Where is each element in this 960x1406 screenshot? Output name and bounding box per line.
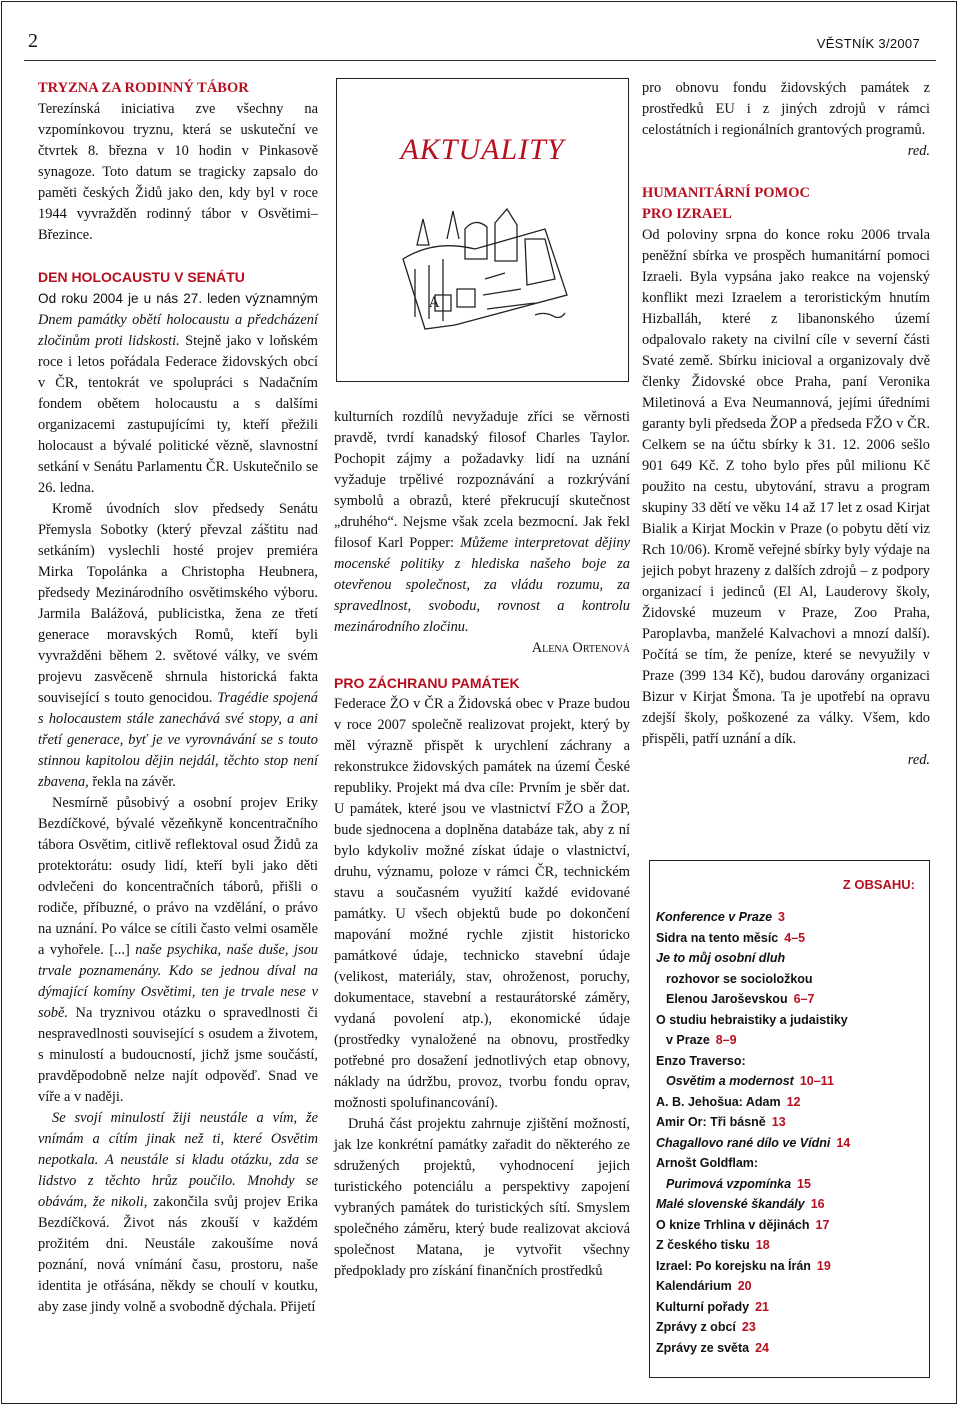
column-right xyxy=(642,78,930,771)
contents-entry-page: 13 xyxy=(771,1115,786,1129)
article-senat-p1: Od roku 2004 je u nás 27. leden významným Dnem památky obětí holocaustu a předcházení zločinům proti lidskosti. Stejně jako v loňském roce i letos pořádala Federace židovských obcí v ČR, tentokrát ve spolupráci s Nadačním fondem obětem holocaustu a s dalšími organizacemi zastupujícími ty, kteří přežili holocaust a bývalé politické vězně, slavnostní setkání v Senátu Parlamentu ČR. Uskutečnilo se 26. ledna. xyxy=(38,291,318,496)
article-tryzna-text: Terezínská iniciativa zve všechny na vzpomínkovou tryznu, která se uskuteční ve čtvrtek 8. března v 10 hodin v Pinkasově synagoze. Toto datum se tragicky zapsalo do paměti českých Židů jako den, kdy byl v roce 1944 vyvražděn rodinný tábor v Osvětimi–Březince. xyxy=(38,101,318,243)
contents-entry xyxy=(656,1133,850,1154)
contents-entry xyxy=(656,1010,850,1031)
contents-entry-title: Amir Or: Tři básně xyxy=(656,1115,766,1129)
contents-entry-page: 4–5 xyxy=(784,930,806,945)
contents-entry-page: 18 xyxy=(755,1238,770,1252)
article-pamatky-continued: pro obnovu fondu židovských památek z prostředků EU i z jiných zdrojů v rámci celostátních i regionálních grantových programů. xyxy=(642,80,930,138)
contents-entry-title: Je to můj osobní dluh xyxy=(656,951,786,965)
headline-pro-izrael: PRO IZRAEL xyxy=(642,206,732,222)
contents-entry-page: 15 xyxy=(797,1176,811,1191)
contents-entry xyxy=(656,1071,850,1092)
article-senat-p2: Kromě úvodních slov předsedy Senátu Přemysla Sobotky (který převzal záštitu nad setkáním) vyslechli hosté projev premiéra Mirka Topolánka a Christopha Heubnera, předsedy Mezinárodního osvětimského výboru. Jarmila Balážová, publicistka, žena ze třetí generace moravských Romů, kteří byli vyvražděni během 2. světové války, ve svém projevu zasvěceně shrnula historická fakta související s touto genocidou. Tragédie spojená s holocaustem stále zanechává své stopy, a ani třetí generace, byť je ve vyrovnávání se s touto stinnou kapitolou dějin nejdál, těchto stop není zbavena, řekla na závěr. xyxy=(38,501,318,790)
article-taylor-text: kulturních rozdílů nevyžaduje zříci se věrnosti pravdě, tvrdí kanadský filosof Charles Taylor. Pochopit zájmy a požadavky lidí na uznání vyžaduje trpělivé rozpoznávání a rozkrývání symbolů a obrazů, které překrucují skutečnost „druhého“. Nejsme však zcela bezmocní. Jak řekl filosof Karl Popper: Můžeme interpretovat dějiny mocenské politiky z hlediska našeho boje za otevřenou společnost, za vládu rozumu, za spravedlnost, svobodu, rovnost a kontrolu mezinárodního zločinu. xyxy=(334,409,630,635)
contents-entry xyxy=(656,907,850,928)
contents-entry-title: O knize Trhlina v dějinách xyxy=(656,1217,810,1232)
signature-red-1: red. xyxy=(907,143,930,159)
headline-humanitarni-pomoc: HUMANITÁRNÍ POMOC xyxy=(642,185,810,201)
contents-entry xyxy=(656,1174,850,1195)
contents-entry-title: Zprávy ze světa xyxy=(656,1340,750,1355)
header-rule xyxy=(24,60,936,61)
contents-entry-title: Konference v Praze xyxy=(656,910,773,924)
contents-entry-page: 19 xyxy=(816,1258,831,1273)
contents-entry-title: O studiu hebraistiky a judaistiky xyxy=(656,1012,848,1027)
contents-entry-title: Zprávy z obcí xyxy=(656,1320,736,1334)
contents-entry-page: 20 xyxy=(737,1279,752,1293)
contents-entry-page: 12 xyxy=(786,1094,801,1109)
contents-box xyxy=(649,860,930,1378)
aktuality-title: AKTUALITY xyxy=(400,133,565,166)
contents-entry xyxy=(656,1297,850,1318)
contents-entry-page: 14 xyxy=(836,1135,851,1150)
contents-entry-title: Enzo Traverso: xyxy=(656,1053,746,1068)
headline-zachrana-pamatek: PRO ZÁCHRANU PAMÁTEK xyxy=(334,675,520,691)
signature-ortenova: Alena Ortenová xyxy=(531,640,630,656)
contents-entry-page: 3 xyxy=(778,910,785,924)
contents-entry xyxy=(656,928,850,949)
contents-entry xyxy=(656,1112,850,1133)
contents-entry xyxy=(656,969,850,990)
headline-tryzna: TRYZNA ZA RODINNÝ TÁBOR xyxy=(38,80,249,96)
article-humanitarni-text: Od poloviny srpna do konce roku 2006 trvala peněžní sbírka ve prospěch humanitární pomoci Izraeli. Byla vypsána jako reakce na vojenský konflikt mezi Izraelem a teroristickým hnutím Hizballáh, které z libanonského území odpalovalo rakety na civilní cíle v severní části Svaté země. Sbírku inicioval a organizovaly dvě členky Židovské obce Praha, paní Veronika Miletinová a Eva Neumannová, jejími úředními garanty byli předseda ŽOP a předseda FŽO v ČR. Celkem se na účtu sbírky k 31. 12. 2006 sešlo 901 649 Kč. Z toho bylo přes půl milionu Kč použito na cestu, ubytování, stravu a program skupiny 33 dětí ve věku 14 až 17 let z osad Kirjat Bialik a Kirjat Mockin v Praze (o pobytu dětí viz Rch 10/06). Kromě veřejné sbírky byly výdaje na jejich pobyt hrazeny z dalších zdrojů – z podpory organizací i jedinců (El Al, Lauderovy školy, Židovské muzeum v Praze, Zoo Praha, Paroplavba, manželé Kalvachovi a mnozí další). Počítá se tím, že peníze, které se nevyužily v Praze (399 134 Kč), budou darovány organizaci Bizur v Kirjat Šmona. Ta je upotřebí na opravu zdejší školy, poškozené za války. Všem, kdo přispěli, patří uznání a dík. xyxy=(642,227,930,747)
contents-entry-title: Osvětim a modernost xyxy=(666,1074,794,1088)
page-number: 2 xyxy=(28,30,38,52)
contents-entry-page: 23 xyxy=(741,1320,756,1334)
contents-entry-title: Izrael: Po korejsku na Írán xyxy=(656,1258,811,1273)
contents-entry-title: Chagallovo rané dílo ve Vídni xyxy=(656,1135,831,1150)
contents-entry-page: 10–11 xyxy=(799,1074,834,1088)
contents-entry-title: Malé slovenské škandály xyxy=(656,1197,805,1211)
contents-entry xyxy=(656,1051,850,1072)
contents-title: Z OBSAHU: xyxy=(842,877,915,892)
contents-entry-title: Arnošt Goldflam: xyxy=(656,1156,759,1170)
contents-entry-title: Kalendárium xyxy=(656,1279,732,1293)
headline-holocaust-senat: DEN HOLOCAUSTU V SENÁTU xyxy=(38,269,245,285)
contents-entry-title: Z českého tisku xyxy=(656,1238,750,1252)
contents-entry-title: A. B. Jehošua: Adam xyxy=(656,1094,781,1109)
article-senat-p4: Se svojí minulostí žiji neustále a vím, že vnímám a cítím jinak než ti, které Osvětim nepotkala. A neustále si kladu otázku, zda se lidstvo z těchto hrůz poučilo. Mnohdy se obávám, že nikoli, zakončila svůj projev Erika Bezdíčková. Život nás zkouší v každém prožitém dni. Neustále zakoušíme nová poznání, nová vnímání času, prostoru, naše identita je otřásána, někdy se choulí v koutku, aby zase jindy volně a svobodně dýchala. Přijetí xyxy=(38,1110,318,1315)
contents-entry xyxy=(656,1338,850,1359)
contents-entry xyxy=(656,1153,850,1174)
contents-entry-page: 16 xyxy=(810,1197,825,1211)
contents-entry xyxy=(656,948,850,969)
contents-entry xyxy=(656,1030,850,1051)
journal-issue: VĚSTNÍK 3/2007 xyxy=(816,36,920,51)
column-left xyxy=(38,78,318,1318)
contents-entry xyxy=(656,1194,850,1215)
contents-entry xyxy=(656,1215,850,1236)
contents-entry-page: 6–7 xyxy=(793,992,815,1006)
contents-entry-page: 8–9 xyxy=(715,1033,737,1047)
contents-entry xyxy=(656,1235,850,1256)
article-senat-p3: Nesmírně působivý a osobní projev Eriky Bezdíčkové, bývalé vězeňkyně koncentračního tábora Osvětim, citlivě reflektoval osud Židů za protektorátu: osudy lidí, kteří byli jako děti odvlečeni do koncentračních táborů, přišli o rodiče, příbuzné, o právo na vzdělání, o právo na uznání. Po válce se cítili často velmi osaměle a vyhořele. [...] naše psychika, naše duše, jsou trvale poznamenány. Kdo se jednou díval na dýmající komíny Osvětimi, ten je trvale nese v sobě. Na tryznivou otázku o spravedlnosti či nespravedlnosti související s osudem a životem, s minulostí a budoucností, jichž jsme součástí, pravděpodobně nelze najít odpověď. Snad ve víře a v naději. xyxy=(38,795,319,1105)
contents-entry-title: Kulturní pořady xyxy=(656,1299,750,1314)
contents-entry-title: Purimová vzpomínka xyxy=(666,1176,792,1191)
contents-entry xyxy=(656,1276,850,1297)
contents-entry xyxy=(656,989,850,1010)
contents-list xyxy=(656,907,850,1358)
contents-entry-title: Elenou Jaroševskou xyxy=(666,992,788,1006)
contents-entry xyxy=(656,1256,850,1277)
contents-entry-title: rozhovor se socioložkou xyxy=(666,971,813,986)
contents-entry xyxy=(656,1092,850,1113)
article-pamatky-p1: Federace ŽO v ČR a Židovská obec v Praze budou v roce 2007 společně realizovat projekt, který by měl výrazně přispět k urychlení záchrany a rekonstrukce židovských památek na území České republiky. Projekt má dva cíle: Prvním je sběr dat. U památek, které jsou ve vlastnictví FŽO a ŽOP, bude sjednocena a doplněna databáze tak, aby z ní bylo kdykoliv možné získat údaje o vlastnictví, druhu, významu, poloze v rámci ČR, technickém stavu a současném využití každé evidované památky. U všech objektů bude po dokončení mapování možné rychle zjistit historicko památkové údaje, technicko stavební údaje (velikost, materiály, stav, ohroženost, poruchy, dokumentace, stavební a restaurátorské záměry, vydaná povolení atp.), ekonomické údaje (prostředky vynaložené na obnovu, prostředky potřebné pro dosažení jednotlivých etap obnovy, náklady na údržbu, provoz, tvorbu fondu oprav, možnosti spolufinancování). xyxy=(334,696,630,1111)
svg-text:A: A xyxy=(429,295,440,311)
town-sketch-illustration xyxy=(395,199,575,339)
contents-entry-page: 24 xyxy=(755,1340,770,1355)
signature-red-2: red. xyxy=(907,752,930,768)
article-pamatky-p2: Druhá část projektu zahrnuje zjištění možností, jak lze konkrétní památky zařadit do některého ze sdružených projektů, vyhodnocení jejich turistického potenciálu a perspektivy zapojení vybraných památek do turistických sítí. Smyslem společného záměru, který bude realizovat akciová společnost Matana, je vytvořit všechny předpoklady pro získání finančních prostředků xyxy=(334,1116,630,1279)
contents-entry-title: v Praze xyxy=(666,1033,710,1047)
column-middle xyxy=(334,407,630,1282)
contents-entry xyxy=(656,1317,850,1338)
contents-entry-page: 21 xyxy=(755,1299,769,1314)
aktuality-box xyxy=(336,78,629,382)
contents-entry-title: Sidra na tento měsíc xyxy=(656,930,779,945)
contents-entry-page: 17 xyxy=(815,1217,830,1232)
